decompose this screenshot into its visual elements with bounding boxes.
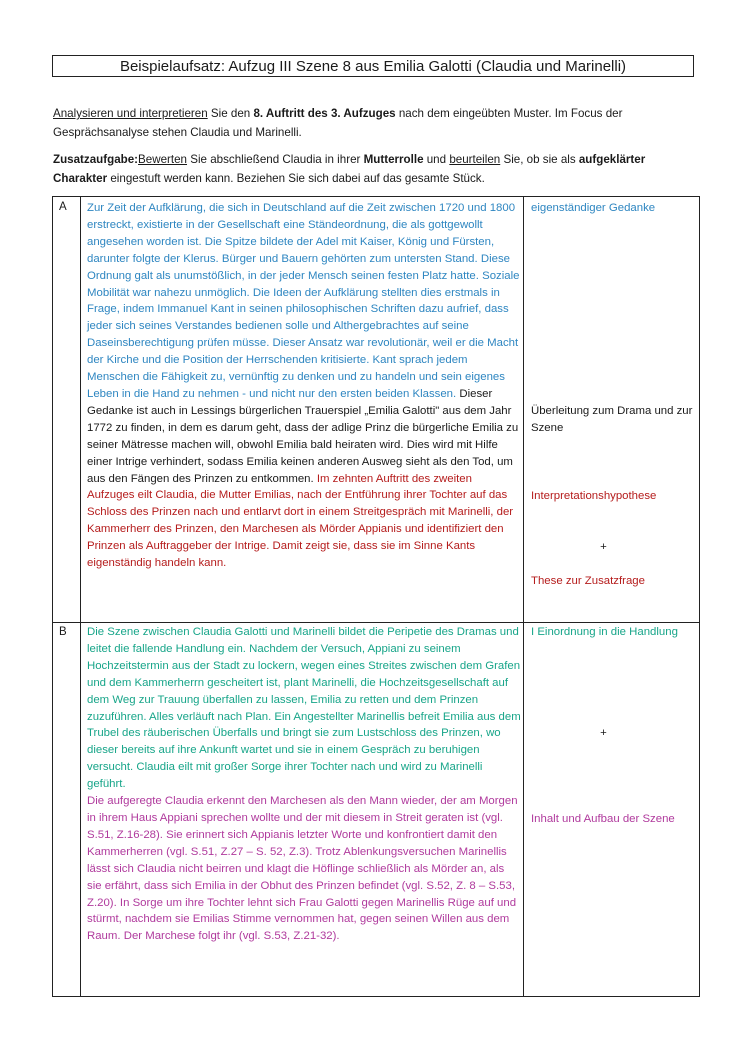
extra-text-2: und [423,153,450,166]
row-divider [53,622,699,623]
task-text: Sie den [207,107,254,120]
extra-bold-1: Mutterrolle [363,153,424,166]
row-a-plus: + [600,541,607,553]
extra-task [53,150,698,188]
essay-table [52,196,700,997]
column-divider-left [80,197,81,996]
page-title: Beispielaufsatz: Aufzug III Szene 8 aus Emilia Galotti (Claudia und Marinelli) [52,55,694,77]
extra-verb-2: beurteilen [449,153,501,166]
task-verb: Analysieren und interpretieren [53,107,208,120]
task-description [53,104,698,196]
row-a-transition: Dieser Gedanke ist auch in Lessings bürgerlichen Trauerspiel „Emilia Galotti" aus dem Jahr 1772 zu finden, in dem es darum geht, dass der adlige Prinz die bürgerliche Emilia zu seiner Mätresse machen will, obwohl Emilia bald heiraten wird. Dies wird mit Hilfe einer Intrige verhindert, sodass Emilia keinen anderen Ausweg sieht als den Tod, um aus den Fängen des Prinzen zu entkommen. [87,387,519,485]
task-text-2: nach dem eingeübten Muster. Im Focus der Gesprächsanalyse stehen Claudia und Marinelli. [53,107,623,139]
row-a-note-hypothesis: Interpretationshypothese [531,490,657,502]
extra-text-3: Sie, ob sie als [500,153,579,166]
extra-text-4: eingestuft werden kann. Beziehen Sie sich dabei auf das gesamte Stück. [107,172,485,185]
row-a-note-own-thought: eigenständiger Gedanke [531,202,656,214]
extra-bold-2: aufgeklärter Charakter [53,153,646,185]
row-b-content: Die aufgeregte Claudia erkennt den Marchesen als den Mann wieder, der am Morgen in ihrem Haus Appiani sprechen wollte und der mit diesem in Streit geraten ist (vgl. S.51, Z.16-28). Sie erinnert sich Appianis letzter Worte und konfrontiert damit den Kammerherren (vgl. S.51, Z.27 – S. 52, Z.3). Trotz Ablenkungsversuchen Marinellis lässt sich Claudia nicht beirren und klagt die Höflinge schließlich als Mörder an, als sie erfährt, dass sich Emilia in der Obhut des Prinzen befindet (vgl. S.52, Z. 8 – S.53, Z.20). In Sorge um ihre Tochter lehnt sich Frau Galotti gegen Marinellis Rüge auf und stürmt, nachdem sie Emilias Stimme vernommen hat, gegen seinen Willen aus dem Raum. Der Marchese folgt ihr (vgl. S.53, Z.21-32). [87,795,518,943]
main-task [53,104,698,142]
row-a-note-transition: Überleitung zum Drama und zur Szene [531,405,693,434]
extra-verb-1: Bewerten [138,153,188,166]
row-b-note-content: Inhalt und Aufbau der Szene [531,813,675,825]
row-b-label: B [59,626,67,638]
row-a-text [87,200,521,572]
row-a-hypothesis: Im zehnten Auftritt des zweiten Aufzuges eilt Claudia, die Mutter Emilias, nach der Entführung ihrer Tochter auf das Schloss des Prinzen nach und entlarvt dort in einem Streitgespräch mit Marinelli, der Kammerherr des Prinzen, den Marchesen als Mörder Appianis und identifiziert den Prinzen als Auftraggeber der Intrige. Damit zeigt sie, dass sie im Sinne Kants eigenständig handeln kann. [87,472,514,570]
task-bold: 8. Auftritt des 3. Aufzuges [253,107,396,120]
column-divider-right [523,197,524,996]
row-a-note-thesis: These zur Zusatzfrage [531,575,645,587]
extra-label: Zusatzaufgabe: [53,153,139,166]
extra-text-1: Sie abschließend Claudia in ihrer [187,153,364,166]
row-b-text [87,624,521,945]
row-b-context: Die Szene zwischen Claudia Galotti und Marinelli bildet die Peripetie des Dramas und leitet die fallende Handlung ein. Nachdem der Versuch, Appiani zu seinem Hochzeitstermin aus der Stadt zu lockern, wegen eines Streites zwischen dem Grafen und dem Kammerherrn gescheitert ist, plant Marinelli, die Hochzeitsgesellschaft auf dem Weg zur Trauung überfallen zu lassen, Emilia zu retten und dem Prinzen zuzuführen. Alles verläuft nach Plan. Ein Angestellter Marinellis befreit Emilia aus dem Trubel des räuberischen Überfalls und bringt sie zum Lustschloss des Prinzen, wo dieser bereits auf ihre Ankunft wartet und sie in einem Gespräch zu beruhigen versucht. Claudia eilt mit großer Sorge ihrer Tochter nach und wird zu Marinelli geführt. [87,626,521,791]
row-a-context: Zur Zeit der Aufklärung, die sich in Deutschland auf die Zeit zwischen 1720 und 1800 erstreckt, existierte in der Gesellschaft eine Ständeordnung, die als gottgewollt angesehen worden ist. Die Spitze bildete der Adel mit Kaiser, König und Fürsten, darunter folgte der Klerus. Bürger und Bauern gehörten zum untersten Stand. Diese Ordnung galt als unumstößlich, in der jeder Mensch seinen festen Platz hatte. Soziale Mobilität war nahezu unmöglich. Die Ideen der Aufklärung stellten dies erstmals in Frage, indem Immanuel Kant in seinen philosophischen Schriften dazu aufrief, dass jeder sich seines Verstandes bedienen solle und Althergebrachtes auf seine Daseinsberechtigung prüfen müsse. Dieser Ansatz war revolutionär, weil er die Macht der Kirche und die Position der Herrschenden kritisierte. Kant sprach jedem Menschen die Fähigkeit zu, vernünftig zu denken und zu handeln und sein eigenes Leben in die Hand zu nehmen - und nicht nur den ersten beiden Klassen. [87,202,520,400]
row-b-note-classification: I Einordnung in die Handlung [531,626,678,638]
row-b-plus: + [600,727,607,739]
row-a-label: A [59,201,67,213]
